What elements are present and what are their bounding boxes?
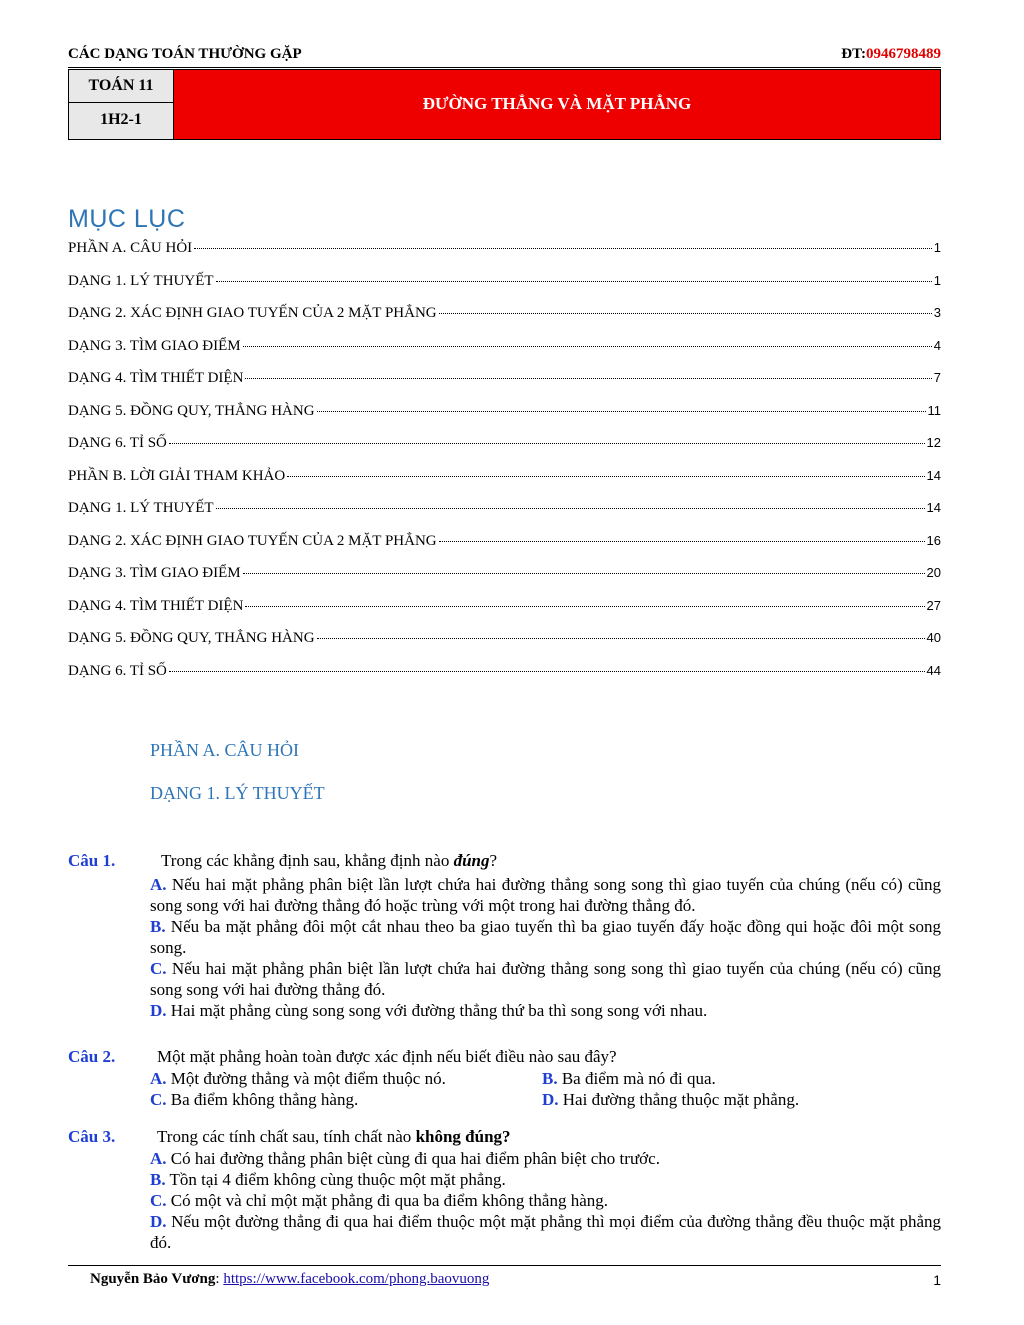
option-key: A. xyxy=(150,1069,167,1088)
toc-entry-page: 16 xyxy=(926,532,941,548)
document-title: ĐƯỜNG THẲNG VÀ MẶT PHẲNG xyxy=(174,70,940,139)
option-text: Ba điểm mà nó đi qua. xyxy=(561,1069,716,1088)
toc-entry-label: DẠNG 2. XÁC ĐỊNH GIAO TUYẾN CỦA 2 MẶT PHẲNG xyxy=(68,305,437,321)
option-text: Nếu ba mặt phẳng đôi một cắt nhau theo ba giao tuyến thì ba giao tuyến đấy hoặc đồng qui hoặc đôi một song song. xyxy=(150,917,941,957)
option-key: A. xyxy=(150,1149,167,1168)
option-key: B. xyxy=(150,1170,166,1189)
toc-title: MỤC LỤC xyxy=(68,205,186,233)
stem-text: Trong các khẳng định sau, khẳng định nào xyxy=(161,851,454,870)
toc-entry-label: DẠNG 3. TÌM GIAO ĐIỂM xyxy=(68,337,241,354)
option-d xyxy=(150,1211,941,1253)
option-text: Có hai đường thẳng phân biệt cùng đi qua hai điểm phân biệt cho trước. xyxy=(170,1149,660,1168)
footer-facebook-link[interactable]: https://www.facebook.com/phong.baovuong xyxy=(223,1271,490,1287)
option-text: Nếu hai mặt phẳng phân biệt lần lượt chứa hai đường thẳng song song thì giao tuyến của chúng (nếu có) cũng song song với hai đường thẳng đó. xyxy=(150,959,941,999)
toc-entry[interactable] xyxy=(68,468,941,501)
section-heading-a[interactable]: PHẦN A. CÂU HỎI xyxy=(150,740,300,760)
option-text: Một đường thẳng và một điểm thuộc nó. xyxy=(170,1069,446,1088)
toc-entry-label: DẠNG 1. LÝ THUYẾT xyxy=(68,272,214,289)
toc-leader-dots xyxy=(216,508,925,509)
phone-number: 0946798489 xyxy=(866,46,941,62)
toc-entry[interactable] xyxy=(68,435,941,468)
toc-entry-page: 1 xyxy=(933,272,941,288)
toc-entry-page: 3 xyxy=(933,305,941,320)
header-phone xyxy=(841,46,941,63)
toc-entry-label: DẠNG 4. TÌM THIẾT DIỆN xyxy=(68,597,244,614)
toc-leader-dots xyxy=(245,606,924,607)
toc-leader-dots xyxy=(216,281,932,282)
option-text: Nếu hai mặt phẳng phân biệt lần lượt chứa hai đường thẳng song song thì giao tuyến của chúng (nếu có) cũng song song với hai đường thẳng đó hoặc trùng với một trong hai đường thẳng đó. xyxy=(150,875,941,915)
option-key: D. xyxy=(542,1090,559,1109)
toc-entry[interactable] xyxy=(68,598,941,631)
option-key: D. xyxy=(150,1001,167,1020)
toc-entry-page: 27 xyxy=(926,597,941,613)
footer-author: Nguyễn Bảo Vương xyxy=(90,1271,216,1287)
question-stem xyxy=(157,1126,511,1147)
stem-end: ? xyxy=(489,851,498,870)
header-title: CÁC DẠNG TOÁN THƯỜNG GẶP xyxy=(68,46,302,62)
toc-leader-dots xyxy=(287,476,924,477)
page-header xyxy=(68,46,941,66)
toc-entry[interactable] xyxy=(68,240,941,273)
toc-entry-label: DẠNG 2. XÁC ĐỊNH GIAO TUYẾN CỦA 2 MẶT PHẲNG xyxy=(68,532,437,549)
page-footer xyxy=(90,1271,489,1288)
toc-entry[interactable] xyxy=(68,370,941,403)
toc-entry[interactable] xyxy=(68,533,941,566)
question-number: Câu 1. xyxy=(68,851,116,870)
toc-entry-label: DẠNG 5. ĐỒNG QUY, THẲNG HÀNG xyxy=(68,402,315,419)
option-text: Ba điểm không thẳng hàng. xyxy=(170,1090,359,1109)
toc-entry-page: 1 xyxy=(933,240,941,255)
option-key: B. xyxy=(150,917,166,936)
toc-leader-dots xyxy=(317,411,926,412)
option-a xyxy=(150,1068,446,1089)
option-d xyxy=(542,1089,799,1110)
toc-entry-label: PHẦN B. LỜI GIẢI THAM KHẢO xyxy=(68,467,286,484)
option-text: Có một và chỉ một mặt phẳng đi qua ba điểm không thẳng hàng. xyxy=(170,1191,608,1210)
option-key: D. xyxy=(150,1212,167,1231)
toc-leader-dots xyxy=(169,671,925,672)
question-number: Câu 2. xyxy=(68,1047,116,1066)
toc-entry[interactable] xyxy=(68,500,941,533)
toc-entry-page: 20 xyxy=(926,565,941,580)
question-stem xyxy=(161,850,497,871)
option-a xyxy=(150,1148,941,1169)
toc-entry[interactable] xyxy=(68,338,941,371)
toc-entry-label: PHẦN A. CÂU HỎI xyxy=(68,240,193,256)
toc-entry-label: DẠNG 3. TÌM GIAO ĐIỂM xyxy=(68,565,241,581)
toc-leader-dots xyxy=(317,638,925,639)
toc-entry-page: 12 xyxy=(926,435,941,450)
option-c xyxy=(150,1190,941,1211)
footer-separator: : xyxy=(215,1271,224,1287)
question-number: Câu 3. xyxy=(68,1127,116,1146)
table-of-contents xyxy=(68,240,941,695)
toc-entry-page: 14 xyxy=(926,467,941,483)
option-key: B. xyxy=(542,1069,558,1088)
toc-leader-dots xyxy=(194,248,932,249)
toc-entry-page: 14 xyxy=(926,500,941,515)
page-number: 1 xyxy=(933,1272,941,1288)
option-a xyxy=(150,874,941,916)
question-stem: Một mặt phẳng hoàn toàn được xác định nếu biết điều nào sau đây? xyxy=(157,1047,617,1066)
option-text: Nếu một đường thẳng đi qua hai điểm thuộc một mặt phẳng thì mọi điểm của đường thẳng đều thuộc mặt phẳng đó. xyxy=(150,1212,941,1252)
toc-entry[interactable] xyxy=(68,305,941,338)
toc-entry[interactable] xyxy=(68,403,941,436)
topic-code: 1H2-1 xyxy=(69,103,174,139)
toc-entry-label: DẠNG 6. TỈ SỐ xyxy=(68,435,167,451)
option-b xyxy=(150,916,941,958)
toc-entry-page: 44 xyxy=(926,662,941,678)
toc-entry-label: DẠNG 1. LÝ THUYẾT xyxy=(68,500,214,516)
toc-entry[interactable] xyxy=(68,565,941,598)
stem-emphasis: không đúng? xyxy=(415,1127,511,1146)
stem-emphasis: đúng xyxy=(453,851,490,870)
toc-leader-dots xyxy=(245,378,931,379)
option-key: C. xyxy=(150,959,167,978)
toc-entry[interactable] xyxy=(68,273,941,306)
toc-entry[interactable] xyxy=(68,630,941,663)
toc-entry-page: 7 xyxy=(933,370,941,385)
toc-entry-page: 11 xyxy=(927,402,941,418)
option-d xyxy=(150,1000,941,1021)
title-box xyxy=(68,69,941,140)
toc-entry-label: DẠNG 5. ĐỒNG QUY, THẲNG HÀNG xyxy=(68,630,315,646)
option-c xyxy=(150,958,941,1000)
option-b xyxy=(542,1068,716,1089)
toc-leader-dots xyxy=(243,573,925,574)
toc-leader-dots xyxy=(439,541,925,542)
toc-leader-dots xyxy=(243,346,932,347)
toc-entry-label: DẠNG 4. TÌM THIẾT DIỆN xyxy=(68,370,244,386)
option-text: Tồn tại 4 điểm không cùng thuộc một mặt phẳng. xyxy=(169,1170,506,1189)
option-key: C. xyxy=(150,1191,167,1210)
toc-entry-label: DẠNG 6. TỈ SỐ xyxy=(68,662,167,679)
footer-rule xyxy=(68,1265,941,1266)
toc-entry[interactable] xyxy=(68,663,941,696)
toc-entry-page: 40 xyxy=(926,630,941,645)
phone-label: ĐT: xyxy=(841,46,866,62)
option-text: Hai mặt phẳng cùng song song với đường thẳng thứ ba thì song song với nhau. xyxy=(170,1001,708,1020)
grade-label: TOÁN 11 xyxy=(69,70,174,103)
option-key: A. xyxy=(150,875,167,894)
toc-leader-dots xyxy=(169,443,925,444)
option-c xyxy=(150,1089,358,1110)
header-rule xyxy=(68,67,941,68)
option-key: C. xyxy=(150,1090,167,1109)
toc-leader-dots xyxy=(439,313,932,314)
stem-text: Trong các tính chất sau, tính chất nào xyxy=(157,1127,416,1146)
option-text: Hai đường thẳng thuộc mặt phẳng. xyxy=(562,1090,800,1109)
toc-entry-page: 4 xyxy=(933,337,941,353)
section-heading-dang1[interactable]: DẠNG 1. LÝ THUYẾT xyxy=(150,783,325,803)
option-b xyxy=(150,1169,941,1190)
